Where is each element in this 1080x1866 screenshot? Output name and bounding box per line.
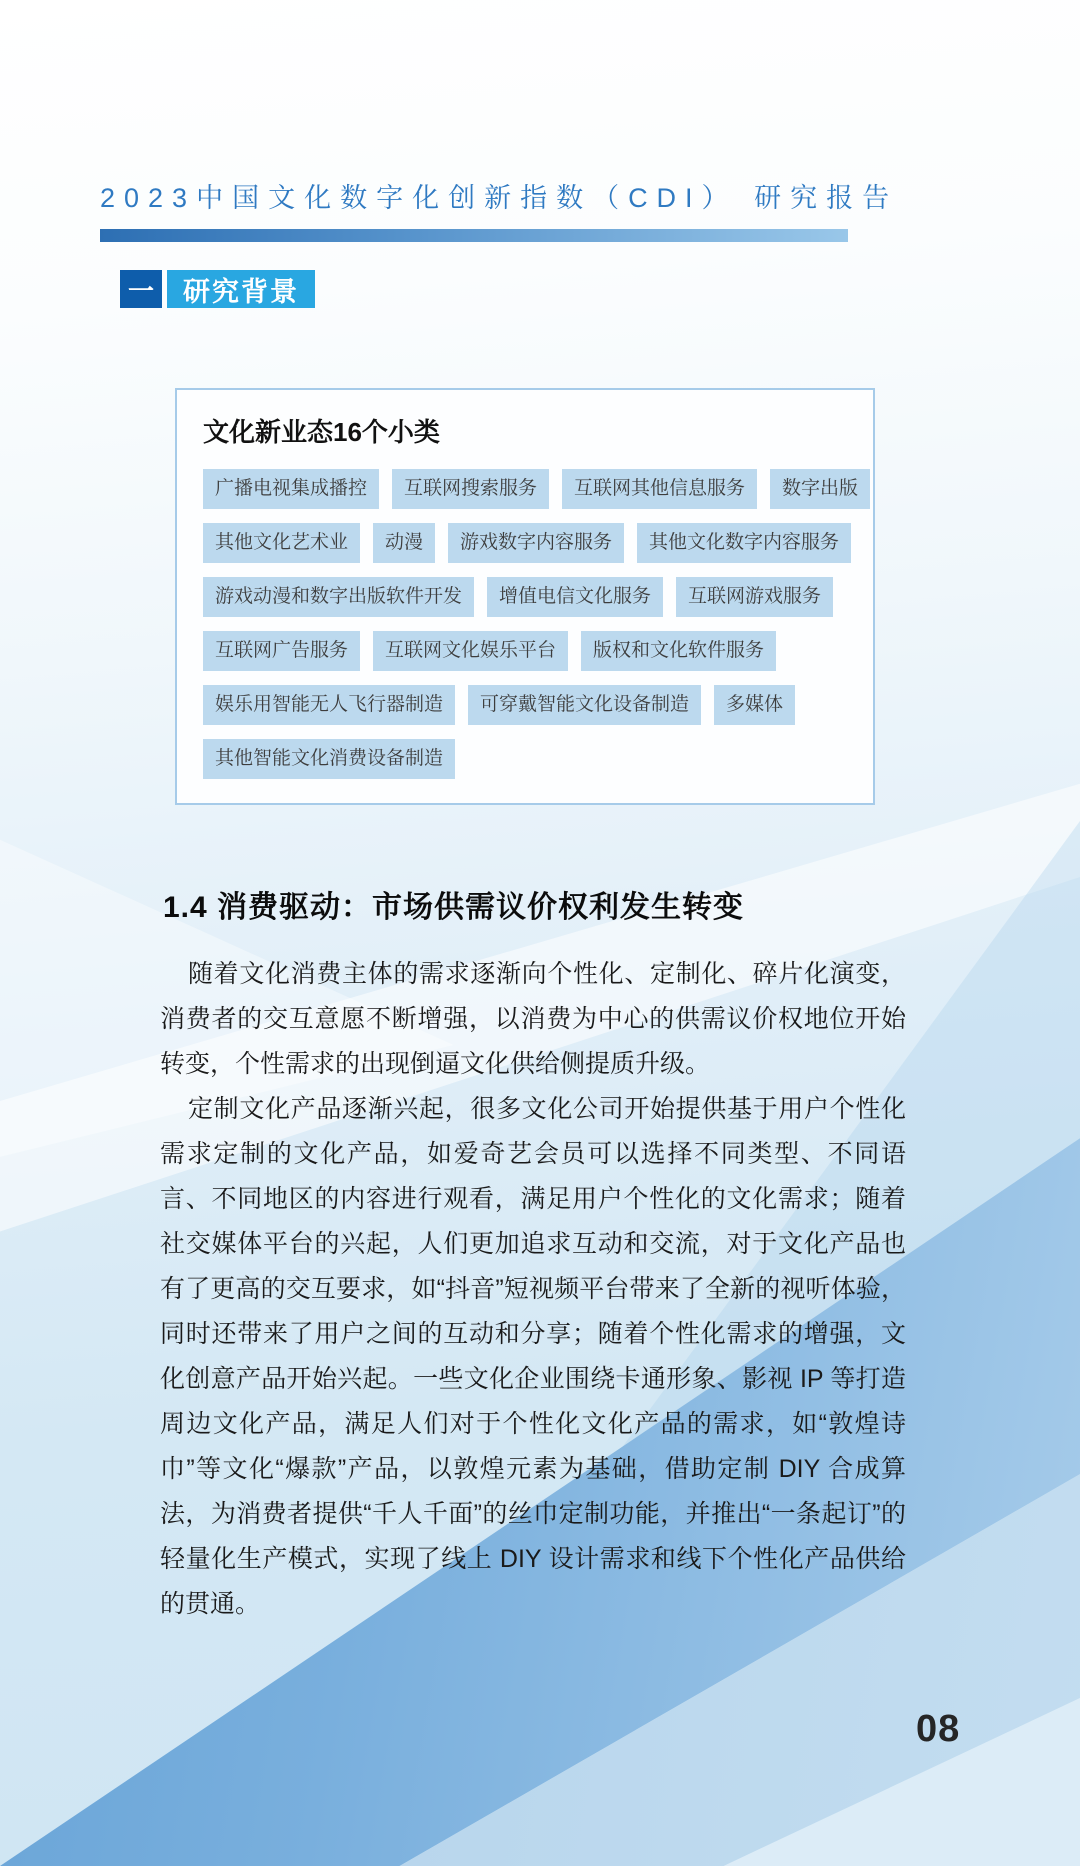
tag-row bbox=[203, 577, 855, 617]
section-heading: 1.4 消费驱动：市场供需议价权利发生转变 bbox=[163, 891, 745, 924]
page-number: 08 bbox=[916, 1708, 961, 1750]
tag-row bbox=[203, 631, 855, 671]
section-badge-label: 研究背景 bbox=[167, 270, 315, 308]
body-paragraph: 定制文化产品逐渐兴起，很多文化公司开始提供基于用户个性化需求定制的文化产品，如爱奇艺会员可以选择不同类型、不同语言、不同地区的内容进行观看，满足用户个性化的文化需求；随着社交媒体平台的兴起，人们更加追求互动和交流，对于文化产品也有了更高的交互要求，如“抖音”短视频平台带来了全新的视听体验，同时还带来了用户之间的互动和分享；随着个性化需求的增强，文化创意产品开始兴起。一些文化企业围绕卡通形象、影视 IP 等打造周边文化产品，满足人们对于个性化文化产品的需求，如“敦煌诗巾”等文化“爆款”产品，以敦煌元素为基础，借助定制 DIY 合成算法，为消费者提供“千人千面”的丝巾定制功能，并推出“一条起订”的轻量化生产模式，实现了线上 DIY 设计需求和线下个性化产品供给的贯通。 bbox=[160, 1095, 906, 1618]
category-tag: 娱乐用智能无人飞行器制造 bbox=[203, 685, 455, 725]
category-tag: 互联网文化娱乐平台 bbox=[373, 631, 568, 671]
category-tag: 其他文化数字内容服务 bbox=[637, 523, 851, 563]
category-tag: 动漫 bbox=[373, 523, 435, 563]
report-header-title: 2023中国文化数字化创新指数（CDI） 研究报告 bbox=[100, 183, 899, 213]
category-tag: 其他智能文化消费设备制造 bbox=[203, 739, 455, 779]
tag-row bbox=[203, 739, 855, 779]
category-tag: 互联网广告服务 bbox=[203, 631, 360, 671]
section-number-badge: 一 bbox=[120, 270, 162, 308]
category-tag: 多媒体 bbox=[714, 685, 795, 725]
tag-row bbox=[203, 469, 859, 509]
category-box bbox=[175, 388, 875, 805]
category-tag: 游戏数字内容服务 bbox=[448, 523, 624, 563]
category-tag: 广播电视集成播控 bbox=[203, 469, 379, 509]
category-tag: 互联网搜索服务 bbox=[392, 469, 549, 509]
category-tag: 增值电信文化服务 bbox=[487, 577, 663, 617]
body-paragraph: 随着文化消费主体的需求逐渐向个性化、定制化、碎片化演变，消费者的交互意愿不断增强，以消费为中心的供需议价权地位开始转变，个性需求的出现倒逼文化供给侧提质升级。 bbox=[160, 960, 906, 1078]
category-tag: 互联网其他信息服务 bbox=[562, 469, 757, 509]
category-tag: 版权和文化软件服务 bbox=[581, 631, 776, 671]
category-tag: 其他文化艺术业 bbox=[203, 523, 360, 563]
category-tag: 游戏动漫和数字出版软件开发 bbox=[203, 577, 474, 617]
category-tag: 互联网游戏服务 bbox=[676, 577, 833, 617]
tag-row bbox=[203, 523, 855, 563]
tag-row bbox=[203, 685, 855, 725]
category-tag: 可穿戴智能文化设备制造 bbox=[468, 685, 701, 725]
category-tag: 数字出版 bbox=[770, 469, 870, 509]
category-box-title: 文化新业态16个小类 bbox=[203, 417, 440, 447]
section-body bbox=[160, 952, 906, 1627]
header-gradient-bar bbox=[100, 229, 848, 242]
